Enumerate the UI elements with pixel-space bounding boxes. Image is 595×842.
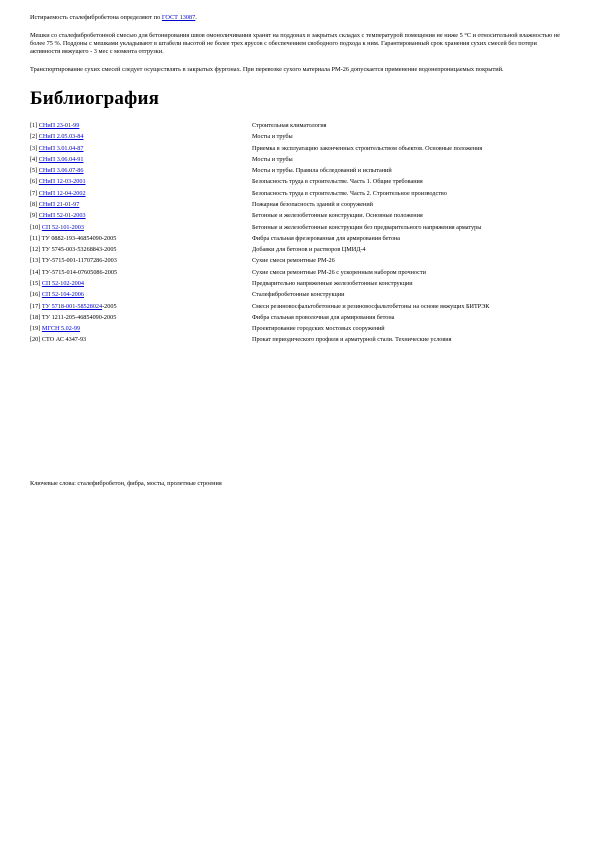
- reference-number: [19]: [30, 325, 42, 333]
- reference-link[interactable]: СП 52-102-2004: [41, 279, 84, 287]
- reference-link[interactable]: СНиП 23-01-99: [38, 122, 80, 129]
- bibliography-row: [30, 303, 560, 311]
- bibliography-row: [30, 291, 560, 299]
- reference-title: Сталефибробетонные конструкции: [252, 291, 345, 299]
- reference-number: [1]: [30, 122, 39, 129]
- reference-title: Мосты и трубы: [252, 155, 293, 163]
- bibliography-row: [30, 235, 560, 243]
- bibliography-reference: [30, 201, 252, 209]
- bibliography-row: [30, 314, 560, 322]
- reference-link[interactable]: СНиП 52-01-2003: [38, 212, 86, 220]
- document-page: [30, 14, 560, 487]
- reference-title: Бетонные и железобетонные конструкции без предварительного напряжения арматуры: [252, 223, 482, 231]
- reference-number: [6]: [30, 178, 39, 186]
- reference-number: [12] ТУ 5745-003-53268843-2005: [30, 246, 117, 254]
- reference-link[interactable]: СНиП 3.06.07-86: [38, 167, 84, 175]
- reference-number: [9]: [30, 212, 39, 220]
- reference-number: [3]: [30, 144, 39, 152]
- bibliography-reference: [30, 325, 252, 333]
- reference-number: [14] ТУ-5715-014-07605086-2005: [30, 268, 118, 276]
- reference-title: Сухие смеси ремонтные РМ-26: [252, 257, 335, 265]
- bibliography-reference: [30, 156, 252, 164]
- reference-number: [18] ТУ 1211-205-46854090-2005: [30, 313, 117, 321]
- bibliography-reference: [30, 336, 252, 344]
- bibliography-row: [30, 280, 560, 288]
- reference-link[interactable]: СП 52-104-2006: [41, 291, 84, 299]
- bibliography-row: [30, 246, 560, 254]
- reference-link[interactable]: СНиП 12-04-2002: [38, 189, 86, 197]
- reference-number: [20] СТО АС 4347-93: [30, 336, 87, 344]
- reference-title: Безопасность труда в строительстве. Часть 2. Строительное производство: [252, 189, 447, 197]
- gost-13087-link[interactable]: ГОСТ 13087: [161, 14, 196, 21]
- bibliography-reference: [30, 246, 252, 254]
- reference-number: [15]: [30, 279, 42, 287]
- bibliography-reference: [30, 178, 252, 186]
- bibliography-reference: [30, 167, 252, 175]
- reference-title: Мосты и трубы. Правила обследований и испытаний: [252, 167, 392, 175]
- reference-number: [7]: [30, 189, 39, 197]
- reference-link[interactable]: СП 52-101-2003: [41, 223, 84, 231]
- reference-title: Сухие смеси ремонтные РМ-26 с ускоренным набором прочности: [252, 268, 426, 276]
- reference-title: Безопасность труда в строительстве. Часть 1. Общие требования: [252, 178, 423, 186]
- reference-link[interactable]: ТУ 5718-001-58528024: [41, 302, 103, 310]
- reference-number: [5]: [30, 167, 39, 175]
- bibliography-reference: [30, 145, 252, 153]
- bibliography-reference: [30, 122, 252, 130]
- bibliography-reference: [30, 280, 252, 288]
- reference-title: Смеси резиновосфальтобетонные и резиновосфальтобетоны на основе вяжущих БИТРЭК: [252, 302, 490, 310]
- bibliography-row: [30, 257, 560, 265]
- reference-title: Мосты и трубы: [252, 133, 293, 141]
- abrasion-text-end: .: [195, 14, 197, 21]
- reference-title: Фибра стальная фрезерованная для армирования бетона: [252, 234, 401, 242]
- bibliography-row: [30, 190, 560, 198]
- bibliography-row: [30, 269, 560, 277]
- bibliography-reference: [30, 224, 252, 232]
- reference-title: Предварительно напряженные железобетонные конструкции: [252, 279, 413, 287]
- bibliography-row: [30, 336, 560, 344]
- reference-number: [17]: [30, 302, 42, 310]
- bibliography-row: [30, 178, 560, 186]
- paragraph-storage: Мешки со сталефибробетонной смесью для бетонирования швов омоноличивания хранят на поддонах в закрытых складах с температурой помещения не ниже 5 °С и относительной влажностью не более 75 %. Поддоны с мешками укладывают в штабели высотой не более трех ярусов с обеспечением свободного подхода к ним. Гарантированный срок хранения сухих смесей без потери активности вяжущего - 3 мес с момента отгрузки.: [30, 32, 560, 55]
- reference-title: Пожарная безопасность зданий и сооружений: [252, 200, 373, 208]
- bibliography-row: [30, 133, 560, 141]
- bibliography-reference: [30, 190, 252, 198]
- bibliography-reference: [30, 212, 252, 220]
- reference-link[interactable]: СНиП 3.06.04-91: [38, 155, 84, 163]
- bibliography-reference: [30, 314, 252, 322]
- reference-number: [8]: [30, 200, 39, 208]
- bibliography-row: [30, 201, 560, 209]
- bibliography-row: [30, 212, 560, 220]
- bibliography-row: [30, 167, 560, 175]
- bibliography-reference: [30, 133, 252, 141]
- reference-title: Приемка в эксплуатацию законченных строительством объектов. Основные положения: [252, 144, 483, 152]
- bibliography-row: [30, 145, 560, 153]
- reference-suffix: -2005: [102, 302, 117, 310]
- bibliography-row: [30, 325, 560, 333]
- reference-number: [16]: [30, 291, 42, 299]
- bibliography-heading: Библиография: [30, 88, 160, 109]
- reference-title: Добавки для бетонов и растворов ЦМИД-4: [252, 246, 366, 254]
- reference-title: Бетонные и железобетонные конструкции. Основные положения: [252, 212, 423, 220]
- bibliography-row: [30, 224, 560, 232]
- bibliography-list: [30, 122, 560, 344]
- bibliography-reference: [30, 269, 252, 277]
- abrasion-text: Истираемость сталефибробетона определяют по: [30, 14, 162, 21]
- bibliography-reference: [30, 257, 252, 265]
- keywords: Ключевые слова: сталефибробетон, фибра, мосты, пролетные строения: [30, 480, 222, 487]
- reference-number: [10]: [30, 223, 42, 231]
- reference-title: Проектирование городских мостовых сооружений: [252, 325, 385, 333]
- reference-number: [11] ТУ 0882-193-46854090-2005: [30, 234, 117, 242]
- bibliography-reference: [30, 291, 252, 299]
- reference-title: Строительная климатология: [252, 122, 327, 129]
- reference-link[interactable]: СНиП 12-03-2001: [38, 178, 86, 186]
- reference-title: Прокат периодического профиля и арматурной стали. Технические условия: [252, 336, 452, 344]
- bibliography-reference: [30, 235, 252, 243]
- reference-title: Фибра стальная проволочная для армирования бетона: [252, 313, 395, 321]
- reference-number: [2]: [30, 133, 39, 141]
- reference-number: [13] ТУ-5715-001-11707286-2003: [30, 257, 117, 265]
- paragraph-abrasion: [30, 14, 560, 22]
- reference-link[interactable]: СНиП 2.05.03-84: [38, 133, 84, 141]
- reference-number: [4]: [30, 155, 39, 163]
- reference-link[interactable]: СНиП 3.01.04-87: [38, 144, 84, 152]
- bibliography-reference: [30, 303, 252, 311]
- reference-link[interactable]: СНиП 21-01-97: [38, 200, 80, 208]
- reference-link[interactable]: МГСН 5.02-99: [41, 325, 81, 333]
- bibliography-row: [30, 156, 560, 164]
- bibliography-row: [30, 122, 560, 130]
- paragraph-transport: Транспортирование сухих смесей следует осуществлять в закрытых фургонах. При перевозке сухого материала РМ-26 допускается применение водонепроницаемых покрытий.: [30, 66, 504, 73]
